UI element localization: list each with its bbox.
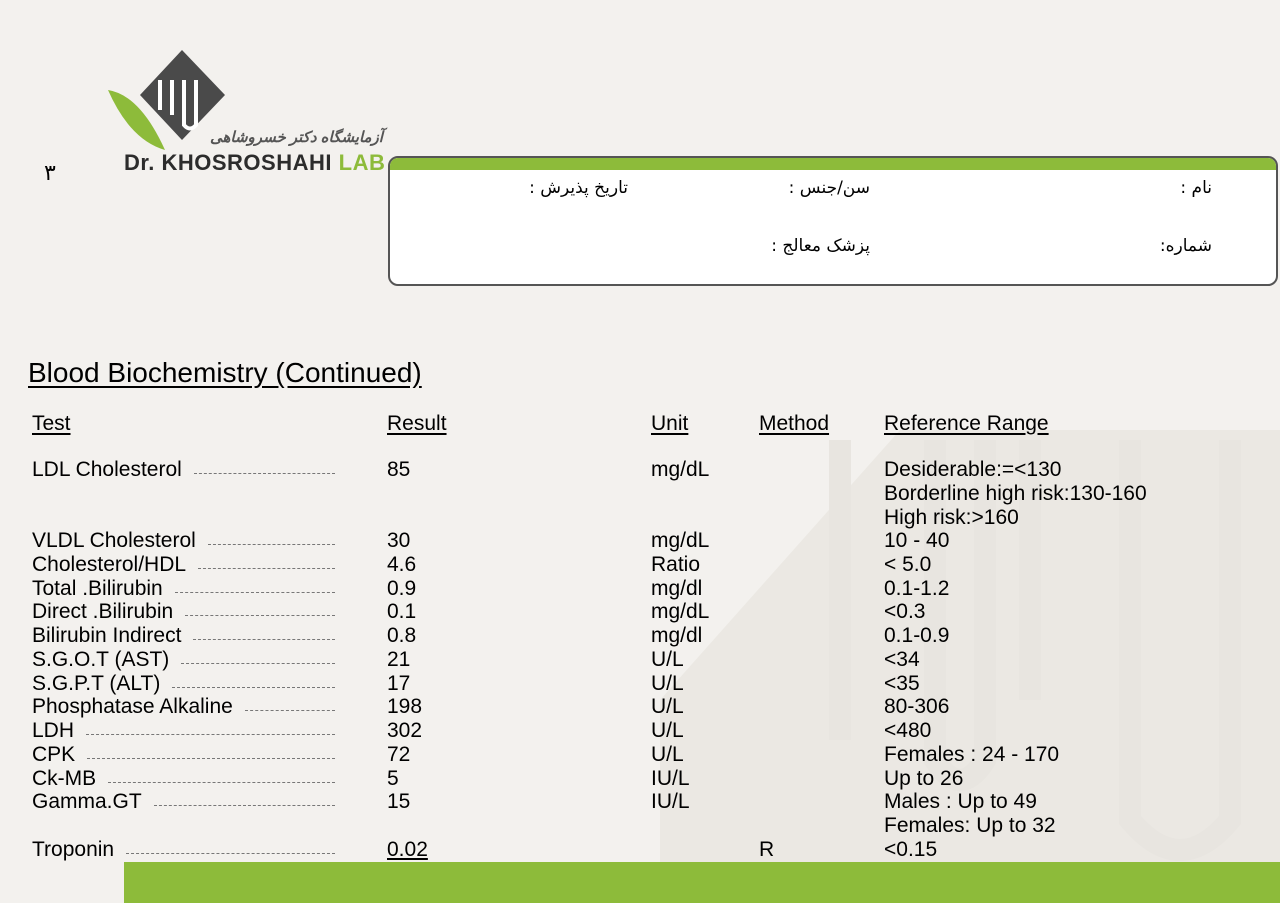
- test-name: Direct .Bilirubin: [32, 600, 174, 623]
- result-value: 302: [387, 719, 423, 742]
- reference-line: <480: [884, 719, 932, 742]
- unit-value: U/L: [651, 719, 684, 742]
- leader-dashes: [154, 805, 335, 806]
- reference-line: 0.1-1.2: [884, 577, 950, 600]
- table-row: [0, 458, 1280, 529]
- test-name: Gamma.GT: [32, 790, 142, 813]
- table-row: [0, 790, 1280, 837]
- test-name: VLDL Cholesterol: [32, 529, 196, 552]
- reference-range: [884, 458, 1147, 530]
- test-name: S.G.O.T (AST): [32, 648, 170, 671]
- table-row: [0, 695, 1280, 719]
- leader-dashes: [193, 639, 335, 640]
- leader-dashes: [185, 615, 335, 616]
- table-row: [0, 838, 1280, 862]
- unit-value: mg/dl: [651, 577, 703, 600]
- table-row: [0, 767, 1280, 791]
- patient-name-label: نام :: [1180, 178, 1212, 198]
- unit-value: U/L: [651, 743, 684, 766]
- test-name: Troponin: [32, 838, 115, 861]
- column-header-result: Result: [387, 412, 447, 435]
- result-value: 30: [387, 529, 411, 552]
- result-value: 0.8: [387, 624, 417, 647]
- table-row: [0, 577, 1280, 601]
- unit-value: U/L: [651, 695, 684, 718]
- result-value: 21: [387, 648, 411, 671]
- reference-line: <34: [884, 648, 920, 671]
- patient-info-box: [388, 156, 1278, 286]
- reference-range: [884, 553, 931, 577]
- result-value: 17: [387, 672, 411, 695]
- unit-value: mg/dl: [651, 624, 703, 647]
- table-row: [0, 648, 1280, 672]
- reference-line: 80-306: [884, 695, 950, 718]
- result-value: 4.6: [387, 553, 417, 576]
- reference-range: [884, 790, 1056, 838]
- test-name: CPK: [32, 743, 76, 766]
- page-number: ٣: [44, 160, 56, 185]
- section-title: Blood Biochemistry (Continued): [28, 357, 422, 388]
- unit-value: IU/L: [651, 767, 690, 790]
- test-name: LDL Cholesterol: [32, 458, 182, 481]
- reference-line: 10 - 40: [884, 529, 950, 552]
- result-value: 5: [387, 767, 399, 790]
- reference-line: Males : Up to 49: [884, 790, 1037, 813]
- patient-number-label: شماره:: [1159, 236, 1212, 256]
- reference-range: [884, 767, 963, 791]
- leader-dashes: [198, 568, 335, 569]
- reference-line: Borderline high risk:130-160: [884, 482, 1147, 505]
- unit-value: IU/L: [651, 790, 690, 813]
- reference-range: [884, 624, 949, 648]
- unit-value: mg/dL: [651, 529, 710, 552]
- doctor-label: پزشک معالج :: [771, 236, 870, 256]
- reference-line: <35: [884, 672, 920, 695]
- test-name: Ck-MB: [32, 767, 97, 790]
- method-value: R: [759, 838, 775, 861]
- test-name: LDH: [32, 719, 75, 742]
- leader-dashes: [172, 687, 335, 688]
- leader-dashes: [108, 782, 335, 783]
- reference-line: Desiderable:=<130: [884, 458, 1062, 481]
- logo-text: [124, 150, 385, 176]
- footer-bar: [124, 862, 1280, 903]
- unit-value: mg/dL: [651, 600, 710, 623]
- column-header-test: Test: [32, 412, 71, 435]
- result-value: 72: [387, 743, 411, 766]
- leader-dashes: [126, 853, 335, 854]
- leader-dashes: [194, 473, 335, 474]
- unit-value: Ratio: [651, 553, 701, 576]
- table-row: [0, 624, 1280, 648]
- logo-suffix: LAB: [338, 150, 386, 175]
- table-row: [0, 672, 1280, 696]
- age-sex-label: سن/جنس :: [788, 178, 870, 198]
- logo-name: KHOSROSHAHI: [161, 150, 332, 175]
- table-row: [0, 719, 1280, 743]
- column-header-reference: Reference Range: [884, 412, 1049, 435]
- unit-value: U/L: [651, 648, 684, 671]
- leader-dashes: [87, 758, 335, 759]
- leader-dashes: [245, 710, 335, 711]
- result-value: 0.02: [387, 838, 428, 861]
- test-name: Total .Bilirubin: [32, 577, 163, 600]
- result-value: 0.9: [387, 577, 417, 600]
- reference-line: < 5.0: [884, 553, 932, 576]
- leader-dashes: [175, 592, 335, 593]
- reference-range: [884, 648, 920, 672]
- logo-persian-text: آزمایشگاه دکتر خسروشاهی: [210, 129, 383, 146]
- reference-range: [884, 838, 937, 862]
- reference-range: [884, 600, 925, 624]
- reference-line: Up to 26: [884, 767, 964, 790]
- test-name: Phosphatase Alkaline: [32, 695, 233, 718]
- unit-value: U/L: [651, 672, 684, 695]
- reference-range: [884, 577, 949, 601]
- leader-dashes: [86, 734, 335, 735]
- table-row: [0, 529, 1280, 553]
- reference-range: [884, 719, 931, 743]
- test-name: Bilirubin Indirect: [32, 624, 182, 647]
- leader-dashes: [208, 544, 335, 545]
- column-header-method: Method: [759, 412, 830, 435]
- table-row: [0, 600, 1280, 624]
- unit-value: mg/dL: [651, 458, 710, 481]
- admission-date-label: تاریخ پذیرش :: [529, 178, 628, 198]
- test-name: Cholesterol/HDL: [32, 553, 187, 576]
- result-value: 85: [387, 458, 411, 481]
- reference-range: [884, 529, 949, 553]
- result-value: 198: [387, 695, 423, 718]
- reference-line: Females: Up to 32: [884, 814, 1056, 837]
- test-name: S.G.P.T (ALT): [32, 672, 161, 695]
- reference-range: [884, 672, 920, 696]
- reference-range: [884, 743, 1059, 767]
- result-value: 15: [387, 790, 411, 813]
- column-header-unit: Unit: [651, 412, 689, 435]
- reference-line: Females : 24 - 170: [884, 743, 1060, 766]
- leader-dashes: [181, 663, 335, 664]
- logo-prefix: Dr.: [124, 150, 155, 175]
- reference-line: <0.15: [884, 838, 938, 861]
- result-value: 0.1: [387, 600, 417, 623]
- reference-line: <0.3: [884, 600, 926, 623]
- table-row: [0, 553, 1280, 577]
- reference-range: [884, 695, 949, 719]
- table-row: [0, 743, 1280, 767]
- reference-line: 0.1-0.9: [884, 624, 950, 647]
- reference-line: High risk:>160: [884, 506, 1019, 529]
